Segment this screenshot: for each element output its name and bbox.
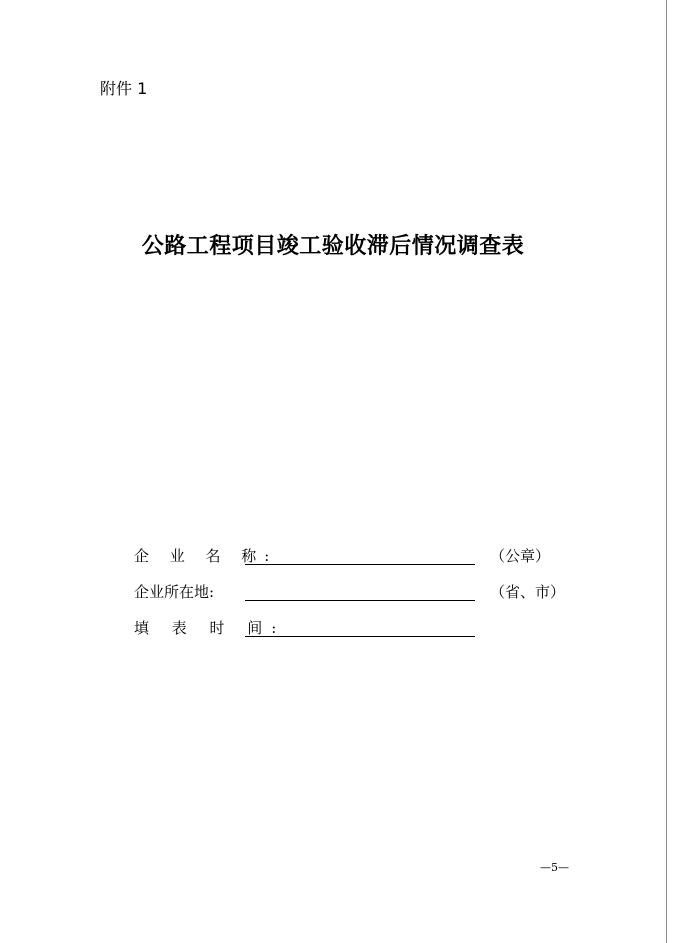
page-number: —5— — [540, 861, 569, 874]
attachment-label: 附件 1 — [100, 79, 148, 98]
company-location-field[interactable] — [245, 600, 475, 601]
company-location-label: 企业所在地: — [134, 583, 215, 601]
company-seal-note: （公章） — [490, 547, 551, 565]
company-location-note: （省、市） — [490, 583, 566, 601]
company-name-label: 企 业 名 称: — [134, 547, 278, 565]
form-area — [134, 544, 594, 652]
company-name-field[interactable] — [245, 564, 475, 565]
fill-date-row — [134, 616, 594, 652]
company-location-row — [134, 580, 594, 616]
page-edge-line — [666, 0, 667, 943]
fill-date-field[interactable] — [245, 636, 475, 637]
company-name-row — [134, 544, 594, 580]
document-title: 公路工程项目竣工验收滞后情况调查表 — [141, 233, 525, 259]
fill-date-label: 填 表 时 间: — [134, 619, 286, 637]
